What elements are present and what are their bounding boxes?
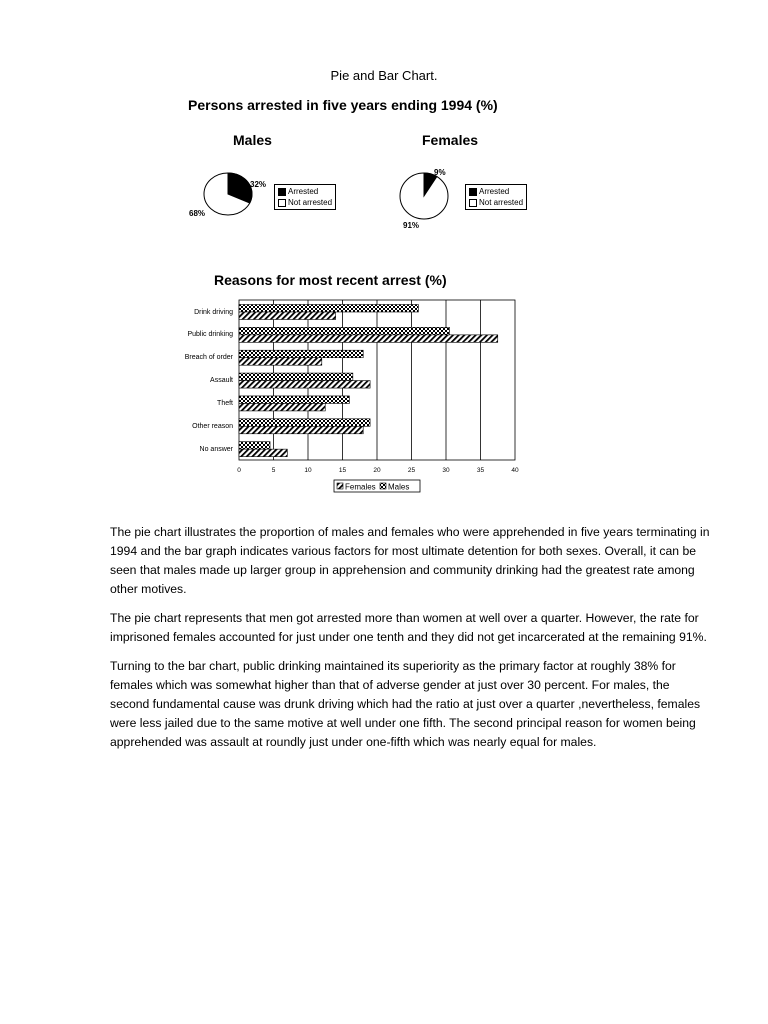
- legend-label-females: Females: [345, 482, 376, 492]
- category-label: Other reason: [192, 422, 233, 430]
- legend-swatch-males: [380, 483, 386, 489]
- x-tick-label: 30: [442, 467, 450, 474]
- bar-females: [239, 403, 325, 411]
- bar-females: [239, 381, 370, 389]
- category-label: Drink driving: [194, 308, 233, 316]
- bar-males: [239, 442, 270, 450]
- bar-females: [239, 358, 322, 366]
- category-label: No answer: [199, 445, 233, 453]
- x-tick-label: 25: [407, 467, 416, 474]
- females-pie: [398, 170, 458, 222]
- bar-males: [239, 350, 363, 358]
- legend-swatch-white: [469, 199, 477, 207]
- category-label: Public drinking: [187, 331, 233, 339]
- x-axis-ticks: [237, 467, 519, 474]
- category-label: Breach of order: [184, 354, 233, 362]
- bar-males: [239, 305, 418, 313]
- body-text: [110, 523, 710, 762]
- legend-label-not-arrested: Not arrested: [288, 198, 333, 207]
- females-not-arrested-percent: 91%: [403, 221, 420, 230]
- bar-females: [239, 335, 498, 343]
- legend-swatch-females: [337, 483, 343, 489]
- males-arrested-percent: 32%: [250, 180, 267, 189]
- legend-item-not-arrested: [278, 197, 332, 208]
- legend-label-males: Males: [388, 482, 410, 492]
- pie-chart-title: Persons arrested in five years ending 1994 (%): [188, 97, 498, 113]
- bar-series: [239, 305, 498, 457]
- paragraph-2: The pie chart represents that men got arrested more than women at well over a quarter. However, the rate for imprisoned females accounted for just under one tenth and they did not get incarcerated at the remaining 91%.: [110, 611, 707, 644]
- legend-swatch-black: [278, 188, 286, 196]
- bar-chart-plot: [225, 296, 525, 496]
- legend-item-arrested: [469, 186, 523, 197]
- x-tick-label: 15: [338, 467, 347, 474]
- legend-item-not-arrested: [469, 197, 523, 208]
- category-label: Assault: [210, 377, 233, 385]
- bar-legend: [334, 480, 420, 492]
- males-pie: [200, 170, 260, 220]
- bar-males: [239, 327, 449, 335]
- x-tick-label: 20: [373, 467, 381, 474]
- females-arrested-percent: 9%: [434, 168, 446, 177]
- x-tick-label: 10: [304, 467, 312, 474]
- bar-females: [239, 312, 336, 320]
- legend-label-arrested: Arrested: [479, 187, 510, 196]
- x-tick-label: 5: [271, 467, 276, 474]
- paragraph-3: Turning to the bar chart, public drinking maintained its superiority as the primary factor at roughly 38% for females which was somewhat higher than that of adverse gender at just over 30 percent. For males, the second fundamental cause was drunk driving which had the ratio at just over a quarter ,nevertheless, females were less jailed due to the same motive at well under one fifth. The second principal reason for women being apprehended was assault at roundly just under one-fifth which was nearly equal for males.: [110, 659, 701, 749]
- bar-males: [239, 396, 349, 404]
- females-pie-heading: Females: [422, 132, 479, 148]
- bar-chart-title: Reasons for most recent arrest (%): [214, 272, 447, 288]
- males-not-arrested-percent: 68%: [189, 209, 206, 218]
- bar-females: [239, 449, 287, 457]
- legend-label-arrested: Arrested: [288, 187, 319, 196]
- document-title: Pie and Bar Chart.: [330, 68, 438, 83]
- males-pie-legend: [274, 184, 336, 210]
- x-tick-label: 0: [237, 467, 241, 474]
- legend-swatch-black: [469, 188, 477, 196]
- bar-females: [239, 426, 363, 434]
- bar-males: [239, 373, 353, 381]
- males-pie-heading: Males: [233, 132, 272, 148]
- legend-item-arrested: [278, 186, 332, 197]
- paragraph-1: The pie chart illustrates the proportion of males and females who were apprehended in five years terminating in 1994 and the bar graph indicates various factors for most ultimate detention for both sexes. Overall, it can be seen that males made up larger group in apprehension and community drinking had the greatest rate among other motives.: [110, 525, 710, 596]
- females-pie-legend: [465, 184, 527, 210]
- x-tick-label: 40: [511, 467, 519, 474]
- x-tick-label: 35: [476, 467, 485, 474]
- category-label: Theft: [217, 399, 233, 407]
- legend-label-not-arrested: Not arrested: [479, 198, 524, 207]
- legend-swatch-white: [278, 199, 286, 207]
- bar-males: [239, 419, 370, 427]
